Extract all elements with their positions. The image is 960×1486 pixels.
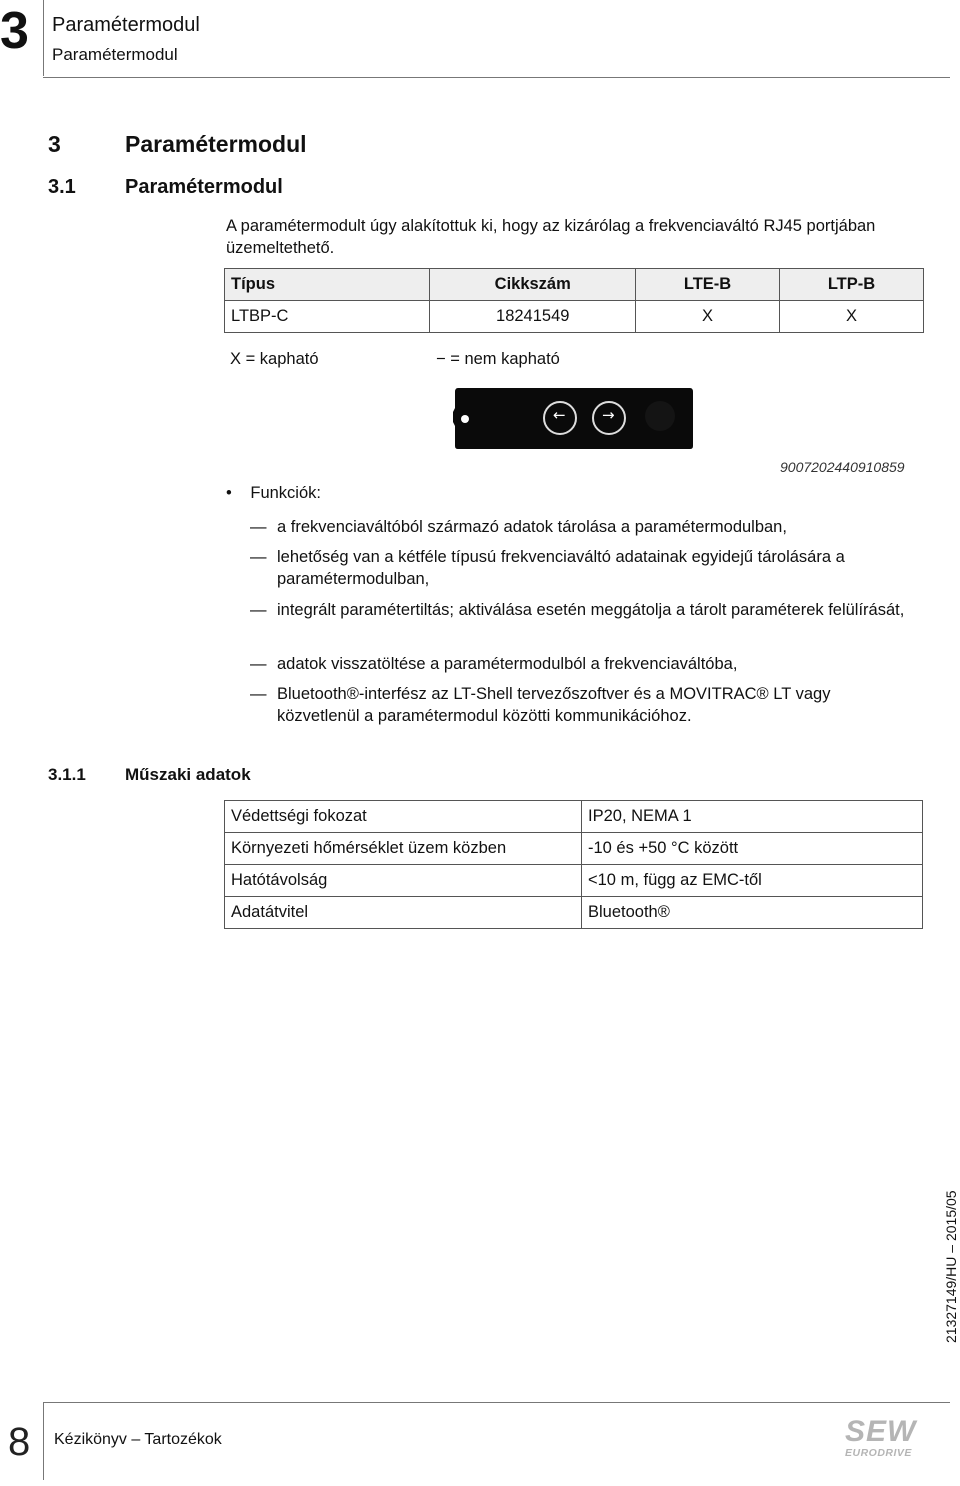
logo-text-sub: EURODRIVE — [845, 1447, 912, 1459]
table-cell: Adatátvitel — [225, 897, 582, 929]
list-item-text: lehetőség van a kétféle típusú frekvenciaváltó adatainak egyidejű tárolására a paramétermodulban, — [277, 548, 845, 588]
chapter-number: 3 — [0, 2, 29, 60]
table-cell: <10 m, függ az EMC-től — [582, 865, 923, 897]
functions-label: Funkciók: — [250, 484, 321, 502]
table-cell: 18241549 — [430, 301, 636, 333]
subsection-title: Paramétermodul — [125, 176, 283, 198]
table-header-cell: Típus — [225, 269, 430, 301]
table-cell: -10 és +50 °C között — [582, 833, 923, 865]
list-item — [250, 516, 910, 538]
list-item-text: integrált paramétertiltás; aktiválása esetén meggátolja a tárolt paraméterek felülírását, — [277, 601, 905, 619]
bullet-icon: • — [226, 484, 232, 502]
subsection-number: 3.1 — [48, 176, 76, 198]
chapter-subtitle: Paramétermodul — [52, 45, 178, 64]
list-item — [250, 546, 910, 590]
tech-section-number: 3.1.1 — [48, 765, 86, 784]
footer-divider-vertical — [43, 1402, 44, 1480]
table-row — [225, 865, 923, 897]
legend-not-available: − = nem kapható — [436, 350, 560, 368]
table-header-cell: Cikkszám — [430, 269, 636, 301]
section-number: 3 — [48, 131, 61, 157]
legend-available: X = kapható — [230, 350, 319, 368]
tech-section-title: Műszaki adatok — [125, 765, 251, 784]
dash-icon: — — [250, 601, 267, 619]
table-cell: IP20, NEMA 1 — [582, 801, 923, 833]
table-cell: Bluetooth® — [582, 897, 923, 929]
right-arrow-icon: → — [602, 406, 615, 424]
table-row — [225, 833, 923, 865]
list-item — [250, 599, 910, 621]
table-cell: Környezeti hőmérséklet üzem közben — [225, 833, 582, 865]
table-header-row — [225, 269, 924, 301]
document-id: 21327149/HU – 2015/05 — [943, 1190, 959, 1343]
page-number: 8 — [8, 1420, 31, 1464]
table-header-cell: LTE-B — [636, 269, 780, 301]
dash-icon: — — [250, 518, 267, 536]
table-row — [225, 301, 924, 333]
dash-icon: — — [250, 655, 267, 673]
table-row — [225, 801, 923, 833]
table-cell: X — [780, 301, 924, 333]
dash-icon: — — [250, 548, 267, 566]
document-title: Kézikönyv – Tartozékok — [54, 1431, 222, 1448]
logo-text-main: SEW — [845, 1415, 917, 1448]
availability-table — [224, 268, 924, 333]
list-item — [250, 653, 910, 675]
sew-eurodrive-logo — [845, 1415, 925, 1462]
parameter-module-image — [452, 386, 694, 450]
header-divider — [43, 77, 950, 78]
table-row — [225, 897, 923, 929]
list-item-text: adatok visszatöltése a paramétermodulból a frekvenciaváltóba, — [277, 655, 738, 673]
table-cell: LTBP-C — [225, 301, 430, 333]
list-item-text: Bluetooth®-interfész az LT-Shell tervezőszoftver és a MOVITRAC® LT vagy közvetlenül a paramétermodul közötti kommunikációhoz. — [277, 685, 831, 725]
image-caption: 9007202440910859 — [780, 459, 905, 475]
intro-paragraph: A paramétermodult úgy alakítottuk ki, hogy az kizárólag a frekvenciaváltó RJ45 portjában üzemeltethető. — [226, 217, 876, 257]
section-title: Paramétermodul — [125, 131, 307, 157]
list-item-text: a frekvenciaváltóból származó adatok tárolása a paramétermodulban, — [277, 518, 787, 536]
table-header-cell: LTP-B — [780, 269, 924, 301]
technical-data-table — [224, 800, 923, 929]
footer-divider — [43, 1402, 950, 1403]
chapter-title: Paramétermodul — [52, 14, 200, 36]
left-arrow-icon: ← — [553, 406, 566, 424]
table-cell: Védettségi fokozat — [225, 801, 582, 833]
list-item — [250, 683, 910, 727]
table-cell: Hatótávolság — [225, 865, 582, 897]
table-cell: X — [636, 301, 780, 333]
dash-icon: — — [250, 685, 267, 703]
header-divider-vertical — [43, 0, 44, 76]
functions-bullet — [226, 484, 321, 503]
